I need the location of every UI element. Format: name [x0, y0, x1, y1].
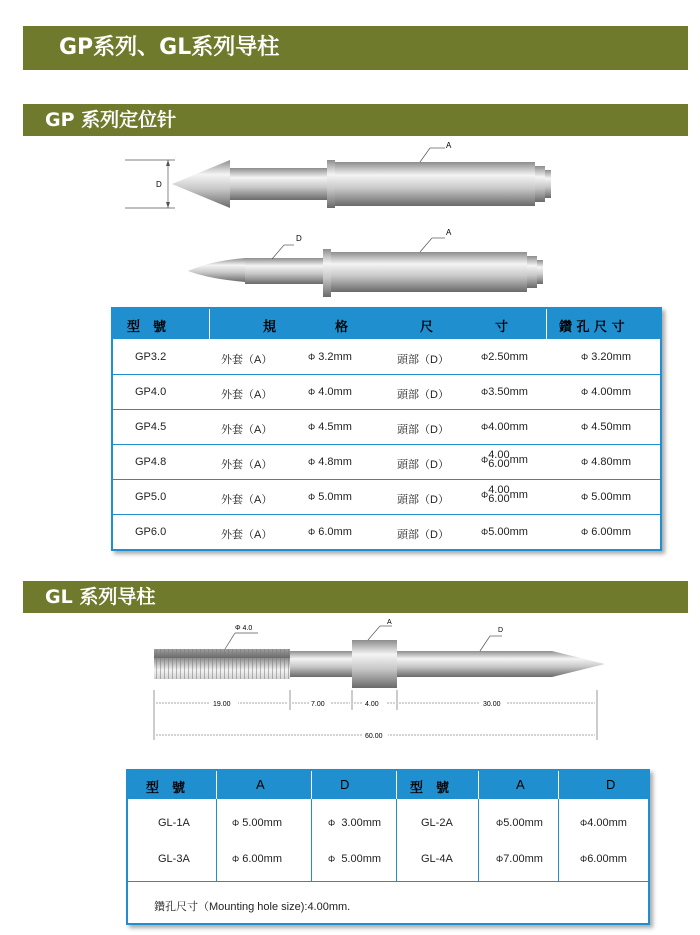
gp-row-head-label: 頭部（D） — [397, 494, 449, 506]
gp-section-title: GP 系列定位针 — [23, 104, 688, 136]
gl-dim-4: 4.00 — [365, 701, 379, 708]
gp-row-model: GP4.5 — [135, 421, 167, 433]
gp-row-d-value: Φ2.50mm — [481, 351, 528, 363]
gp-pin-diagram-2 — [180, 225, 560, 300]
gp-row-hole-value: Φ 4.00mm — [581, 386, 631, 398]
gl-row-a-2: Φ7.00mm — [496, 853, 543, 865]
page-title: GP系列、GL系列导柱 — [23, 26, 688, 70]
phi-symbol: Φ — [308, 422, 316, 432]
gl-header-model-2: 型 號 — [410, 781, 450, 796]
gp-row-a-value: Φ 6.0mm — [308, 526, 352, 538]
gp-row-model: GP6.0 — [135, 526, 167, 538]
gl-header-d-1: D — [340, 777, 350, 792]
gp-row-model: GP5.0 — [135, 491, 167, 503]
gl-header-d-2: D — [606, 777, 616, 792]
phi-symbol: Φ — [308, 527, 316, 537]
gl-dim-19: 19.00 — [213, 701, 231, 708]
gp-row-a-value: Φ 4.5mm — [308, 421, 352, 433]
gl-pin-diagram — [140, 618, 620, 748]
gp-row-d-value: Φ5.00mm — [481, 526, 528, 538]
gl-d-label: D — [498, 627, 504, 634]
gp-row-a-value: Φ 5.0mm — [308, 491, 352, 503]
gl-row-a-1: Φ 6.00mm — [232, 853, 282, 865]
gl-row-model-1: GL-3A — [158, 853, 190, 865]
gl-row-a-1: Φ 5.00mm — [232, 817, 282, 829]
gl-section-title: GL 系列导柱 — [23, 581, 688, 613]
gl-row-model-1: GL-1A — [158, 817, 190, 829]
gl-row-d-1: Φ 5.00mm — [328, 853, 382, 865]
gl-header-model-1: 型 號 — [146, 781, 186, 796]
gp-row-head-label: 頭部（D） — [397, 424, 449, 436]
gp-header-spec1: 規 — [263, 320, 277, 335]
gl-row-d-1: Φ 3.00mm — [328, 817, 382, 829]
gp-row-head-label: 頭部（D） — [397, 529, 449, 541]
gp-row-head-label: 頭部（D） — [397, 389, 449, 401]
gp-row-model: GP4.0 — [135, 386, 167, 398]
gp-header-size1: 尺 — [420, 320, 434, 335]
phi-symbol: Φ — [308, 492, 316, 502]
gp-diagram2-d-label: D — [296, 234, 302, 243]
gp-row-model: GP3.2 — [135, 351, 167, 363]
gl-thread-label: Φ 4.0 — [235, 625, 253, 632]
gl-footnote: 鑽孔尺寸（Mounting hole size):4.00mm. — [154, 901, 351, 913]
gl-dim-30: 30.00 — [483, 701, 501, 708]
gp-row-outer-label: 外套（A） — [221, 459, 273, 471]
gp-row-outer-label: 外套（A） — [221, 529, 273, 541]
gp-row-head-label: 頭部（D） — [397, 354, 449, 366]
phi-symbol: Φ — [308, 457, 316, 467]
gp-row-outer-label: 外套（A） — [221, 494, 273, 506]
gp-row-hole-value: Φ 4.50mm — [581, 421, 631, 433]
gp-diagram1-a-label: A — [446, 141, 452, 150]
gl-a-label: A — [387, 619, 392, 626]
gl-dim-7: 7.00 — [311, 701, 325, 708]
phi-symbol: Φ — [308, 387, 316, 397]
gp-row-a-value: Φ 4.0mm — [308, 386, 352, 398]
gp-row-d-value: Φ4.00 6.00mm — [481, 449, 528, 470]
gp-row-d-value: Φ3.50mm — [481, 386, 528, 398]
gl-row-model-2: GL-4A — [421, 853, 453, 865]
gp-row-hole-value: Φ 4.80mm — [581, 456, 631, 468]
gp-row-a-value: Φ 4.8mm — [308, 456, 352, 468]
gp-row-head-label: 頭部（D） — [397, 459, 449, 471]
gp-diagram1-d-label: D — [156, 180, 162, 189]
gp-row-a-value: Φ 3.2mm — [308, 351, 352, 363]
gl-row-model-2: GL-2A — [421, 817, 453, 829]
gp-row-d-value: Φ4.00mm — [481, 421, 528, 433]
gp-row-model: GP4.8 — [135, 456, 167, 468]
gp-header-spec2: 格 — [335, 320, 349, 335]
gp-table-header — [113, 309, 660, 339]
gp-row-hole-value: Φ 5.00mm — [581, 491, 631, 503]
gp-header-hole: 鑽 孔 尺 寸 — [559, 320, 625, 335]
gp-row-outer-label: 外套（A） — [221, 354, 273, 366]
gl-row-d-2: Φ4.00mm — [580, 817, 627, 829]
gp-header-model: 型 號 — [127, 320, 167, 335]
gl-header-a-2: A — [516, 777, 525, 792]
gl-dim-total: 60.00 — [365, 733, 383, 740]
phi-symbol: Φ — [308, 352, 316, 362]
gp-row-outer-label: 外套（A） — [221, 424, 273, 436]
gp-row-d-value: Φ4.00 6.00mm — [481, 484, 528, 505]
gl-row-a-2: Φ5.00mm — [496, 817, 543, 829]
gl-spec-table — [126, 769, 650, 925]
gl-header-a-1: A — [256, 777, 265, 792]
gp-spec-table — [111, 307, 662, 551]
gp-header-size2: 寸 — [495, 320, 509, 335]
gp-pin-diagram-1 — [120, 140, 560, 220]
gp-diagram2-a-label: A — [446, 228, 452, 237]
gl-row-d-2: Φ6.00mm — [580, 853, 627, 865]
gp-row-outer-label: 外套（A） — [221, 389, 273, 401]
gp-row-hole-value: Φ 6.00mm — [581, 526, 631, 538]
gp-row-hole-value: Φ 3.20mm — [581, 351, 631, 363]
gl-table-header — [128, 771, 648, 799]
